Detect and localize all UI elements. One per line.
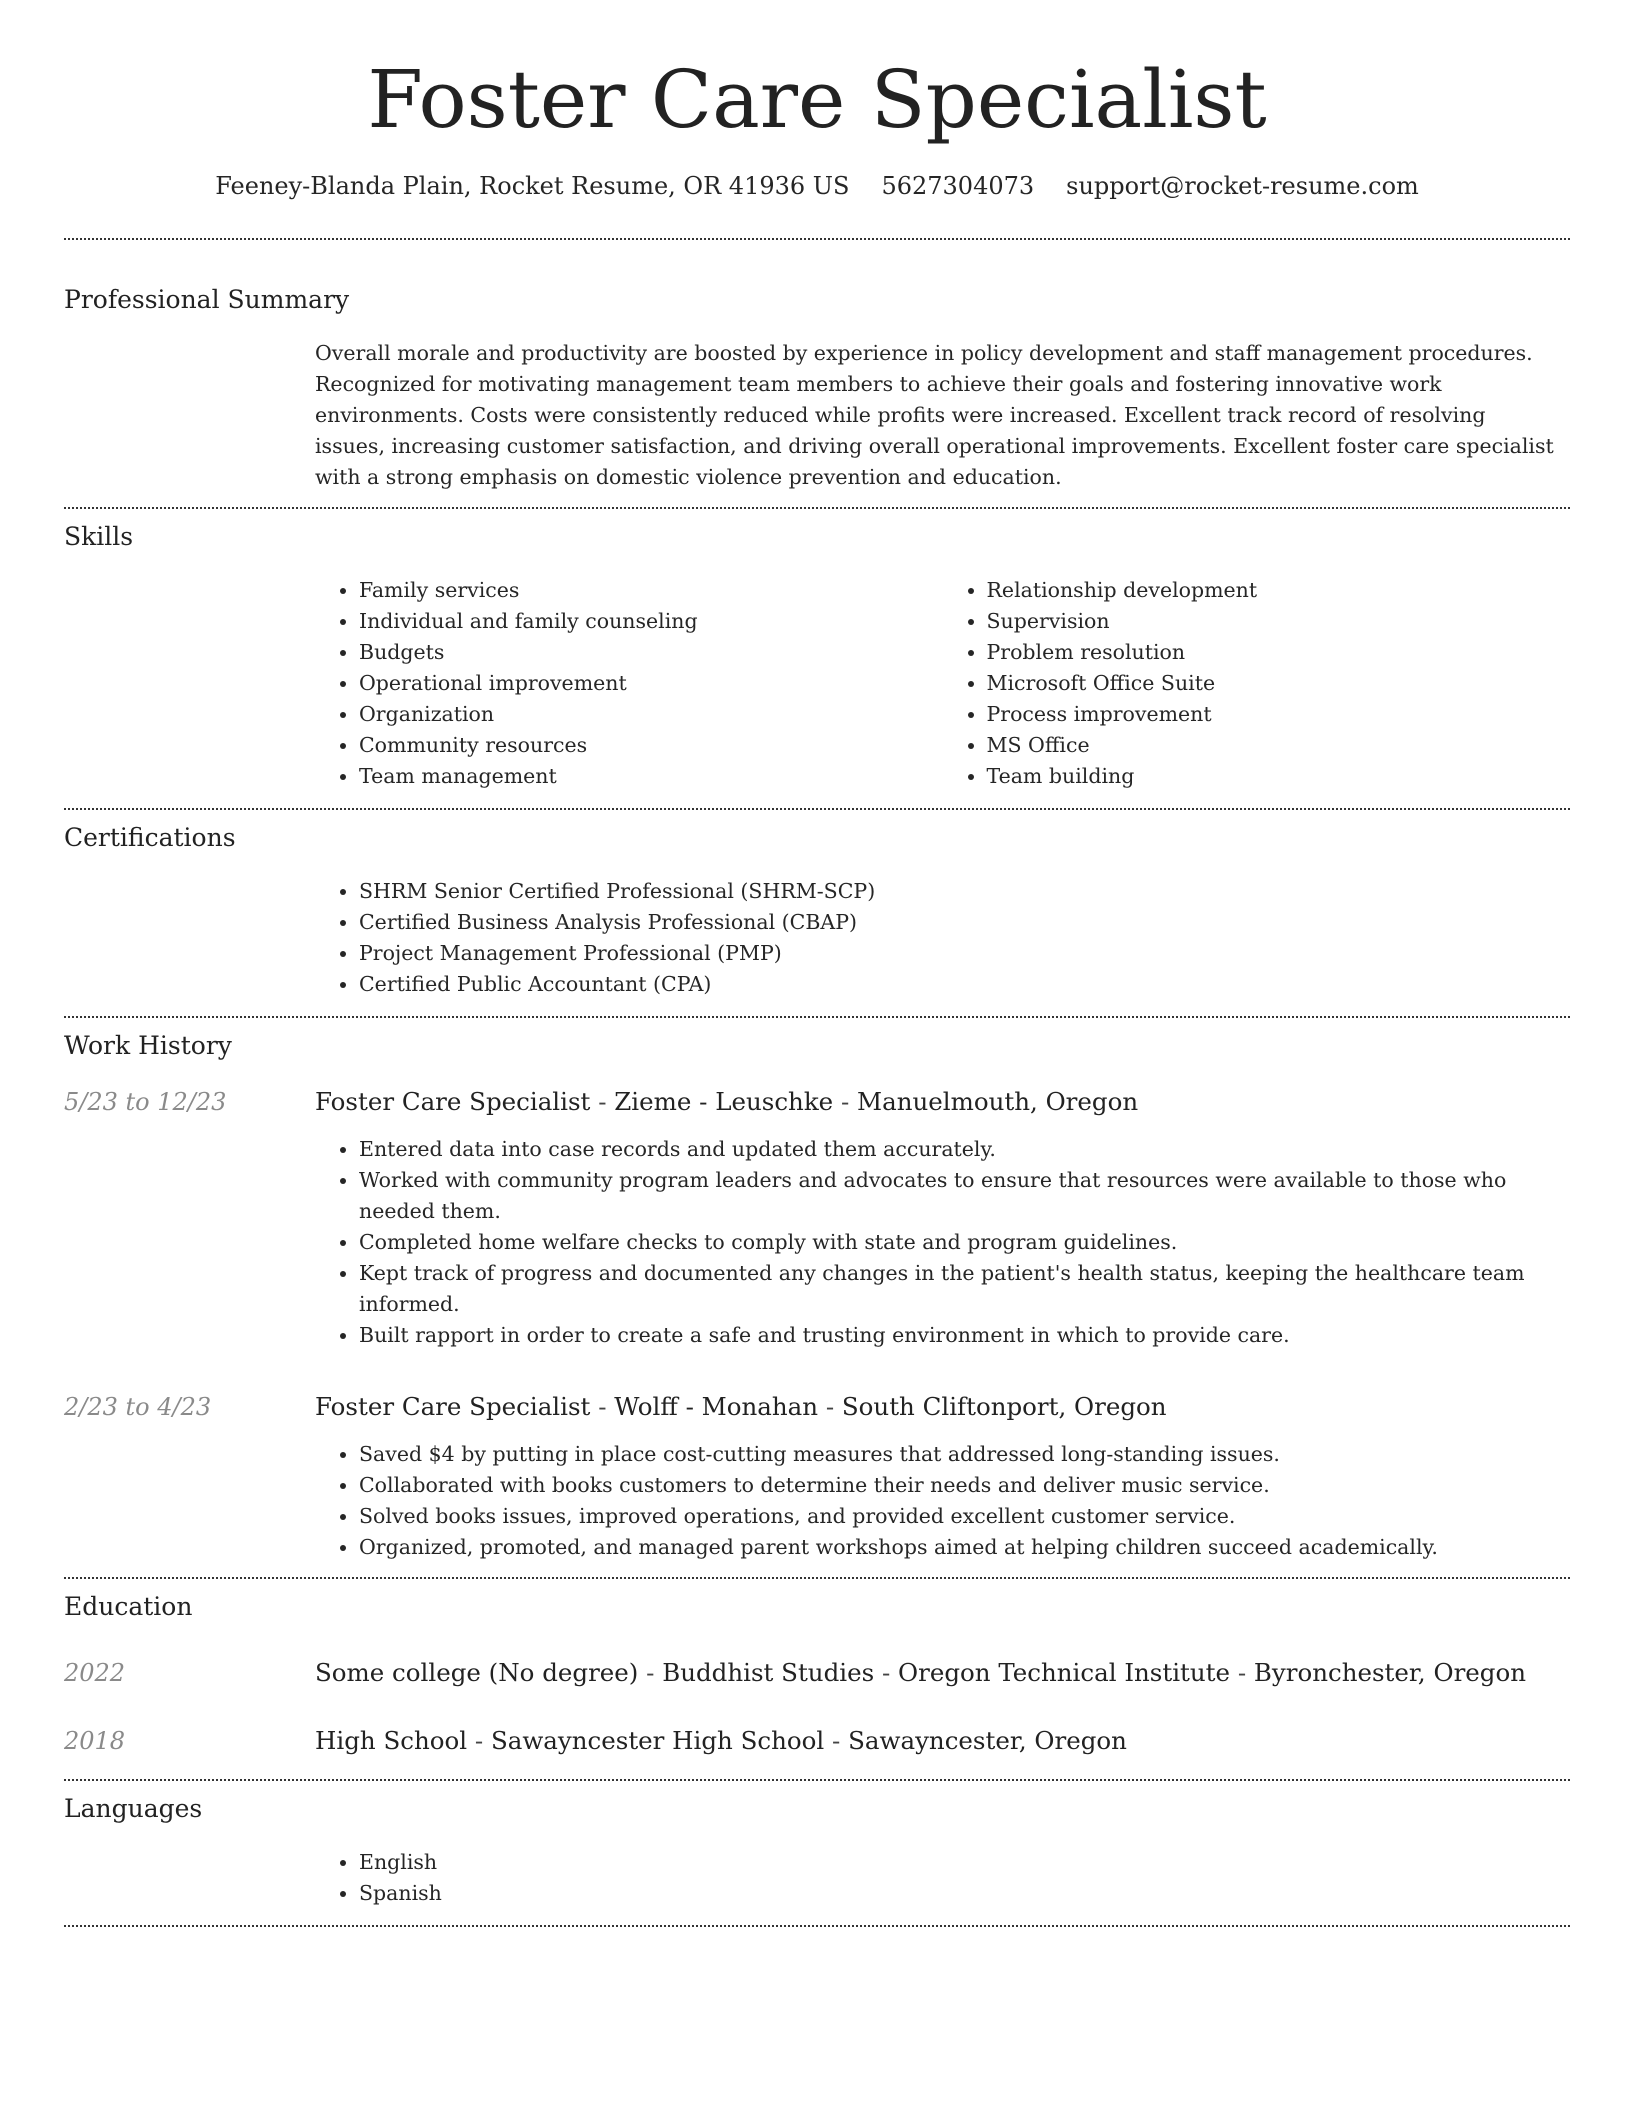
- certification-item: • Certified Public Accountant (CPA): [359, 969, 1570, 1000]
- job-bullet: • Completed home welfare checks to comply with state and program guidelines.: [359, 1227, 1570, 1258]
- contact-address: Feeney-Blanda Plain, Rocket Resume, OR 41936 US: [215, 172, 850, 200]
- skill-item: • Supervision: [987, 606, 1571, 637]
- certification-item: • Certified Business Analysis Professional (CBAP): [359, 907, 1570, 938]
- skills-columns: [315, 575, 1570, 792]
- skill-item: • Problem resolution: [987, 637, 1571, 668]
- job-dates: 2/23 to 4/23: [64, 1393, 212, 1421]
- education-location: Sawayncester, Oregon: [848, 1726, 1127, 1755]
- skill-item: • Team building: [987, 761, 1571, 792]
- section-divider: [64, 808, 1570, 810]
- contact-email: support@rocket-resume.com: [1066, 172, 1419, 200]
- contact-line: [64, 170, 1570, 202]
- section-title-work: Work History: [64, 1031, 232, 1060]
- section-work-history: [64, 1030, 1570, 1563]
- certification-item: • Project Management Professional (PMP): [359, 938, 1570, 969]
- resume-page: [64, 0, 1570, 1927]
- skill-item: • Team management: [359, 761, 943, 792]
- education-entry: [64, 1725, 1570, 1757]
- section-divider: [64, 1779, 1570, 1781]
- job-company: Zieme - Leuschke: [614, 1087, 834, 1116]
- job-title-line: Foster Care Specialist - Zieme - Leuschke - Manuelmouth, Oregon: [315, 1087, 1139, 1116]
- job-entry: [64, 1086, 1570, 1351]
- skill-item: • MS Office: [987, 730, 1571, 761]
- section-divider: [64, 1577, 1570, 1579]
- job-bullet: • Built rapport in order to create a safe and trusting environment in which to provide care.: [359, 1320, 1570, 1351]
- education-degree: Some college (No degree): [315, 1658, 639, 1687]
- section-languages: [64, 1793, 1570, 1909]
- job-bullet: • Saved $4 by putting in place cost-cutting measures that addressed long-standing issues.: [359, 1439, 1570, 1470]
- job-bullets: [315, 1134, 1570, 1351]
- job-entry: [64, 1391, 1570, 1563]
- contact-phone: 5627304073: [881, 172, 1035, 200]
- education-field: Buddhist Studies: [662, 1658, 875, 1687]
- job-details: [315, 1439, 1570, 1563]
- job-title-line: Foster Care Specialist - Wolff - Monahan - South Cliftonport, Oregon: [315, 1392, 1167, 1421]
- skill-item: • Individual and family counseling: [359, 606, 943, 637]
- language-item: • Spanish: [359, 1878, 1570, 1909]
- job-header: [64, 1391, 1570, 1423]
- education-year: 2022: [64, 1659, 126, 1687]
- section-divider: [64, 507, 1570, 509]
- job-company: Wolff - Monahan: [614, 1392, 819, 1421]
- job-details: [315, 1134, 1570, 1351]
- job-bullet: • Entered data into case records and updated them accurately.: [359, 1134, 1570, 1165]
- job-bullet: • Solved books issues, improved operations, and provided excellent customer service.: [359, 1501, 1570, 1532]
- skill-item: • Process improvement: [987, 699, 1571, 730]
- section-skills: [64, 521, 1570, 792]
- resume-name: Foster Care Specialist: [367, 53, 1267, 146]
- job-location: Manuelmouth, Oregon: [857, 1087, 1139, 1116]
- section-title-education: Education: [64, 1592, 193, 1621]
- languages-block: [315, 1847, 1570, 1909]
- skill-item: • Microsoft Office Suite: [987, 668, 1571, 699]
- job-title: Foster Care Specialist: [315, 1087, 591, 1116]
- job-bullet: • Kept track of progress and documented any changes in the patient's health status, keeping the healthcare team informed.: [359, 1258, 1570, 1320]
- section-title-languages: Languages: [64, 1794, 203, 1823]
- job-title: Foster Care Specialist: [315, 1392, 591, 1421]
- education-year: 2018: [64, 1727, 126, 1755]
- education-entry: [64, 1657, 1570, 1689]
- job-bullet: • Worked with community program leaders and advocates to ensure that resources were available to those who needed them.: [359, 1165, 1570, 1227]
- section-divider: [64, 1925, 1570, 1927]
- job-bullet: • Collaborated with books customers to determine their needs and deliver music service.: [359, 1470, 1570, 1501]
- skill-item: • Organization: [359, 699, 943, 730]
- section-divider: [64, 1016, 1570, 1018]
- skill-item: • Relationship development: [987, 575, 1571, 606]
- section-title-certifications: Certifications: [64, 823, 236, 852]
- skills-list-right: [943, 575, 1571, 792]
- education-line: High School - Sawayncester High School - Sawayncester, Oregon: [315, 1726, 1127, 1755]
- languages-list: [315, 1847, 1570, 1909]
- job-header: [64, 1086, 1570, 1118]
- education-degree: High School: [315, 1726, 468, 1755]
- section-title-summary: Professional Summary: [64, 285, 350, 314]
- job-dates: 5/23 to 12/23: [64, 1088, 227, 1116]
- section-title-skills: Skills: [64, 522, 134, 551]
- education-school: Sawayncester High School: [490, 1726, 825, 1755]
- job-bullets: [315, 1439, 1570, 1563]
- section-education: [64, 1591, 1570, 1757]
- job-bullet: • Organized, promoted, and managed parent workshops aimed at helping children succeed academically.: [359, 1532, 1570, 1563]
- section-certifications: [64, 822, 1570, 1000]
- education-line: Some college (No degree) - Buddhist Studies - Oregon Technical Institute - Byronchester, Oregon: [315, 1658, 1526, 1687]
- skills-list-left: [315, 575, 943, 792]
- certifications-list: [315, 876, 1570, 1000]
- skill-item: • Budgets: [359, 637, 943, 668]
- section-summary: [64, 284, 1570, 493]
- certification-item: • SHRM Senior Certified Professional (SHRM-SCP): [359, 876, 1570, 907]
- skill-item: • Community resources: [359, 730, 943, 761]
- skill-item: • Family services: [359, 575, 943, 606]
- skill-item: • Operational improvement: [359, 668, 943, 699]
- certifications-block: [315, 876, 1570, 1000]
- section-divider: [64, 238, 1570, 240]
- education-school: Oregon Technical Institute: [898, 1658, 1231, 1687]
- summary-text: Overall morale and productivity are boosted by experience in policy development and staff management procedures. Recognized for motivating management team members to achieve their goals and fostering innovative work environments. Costs were consistently reduced while profits were increased. Excellent track record of resolving issues, increasing customer satisfaction, and driving overall operational improvements. Excellent foster care specialist with a strong emphasis on domestic violence prevention and education.: [315, 341, 1554, 489]
- language-item: • English: [359, 1847, 1570, 1878]
- job-location: South Cliftonport, Oregon: [841, 1392, 1167, 1421]
- education-location: Byronchester, Oregon: [1253, 1658, 1526, 1687]
